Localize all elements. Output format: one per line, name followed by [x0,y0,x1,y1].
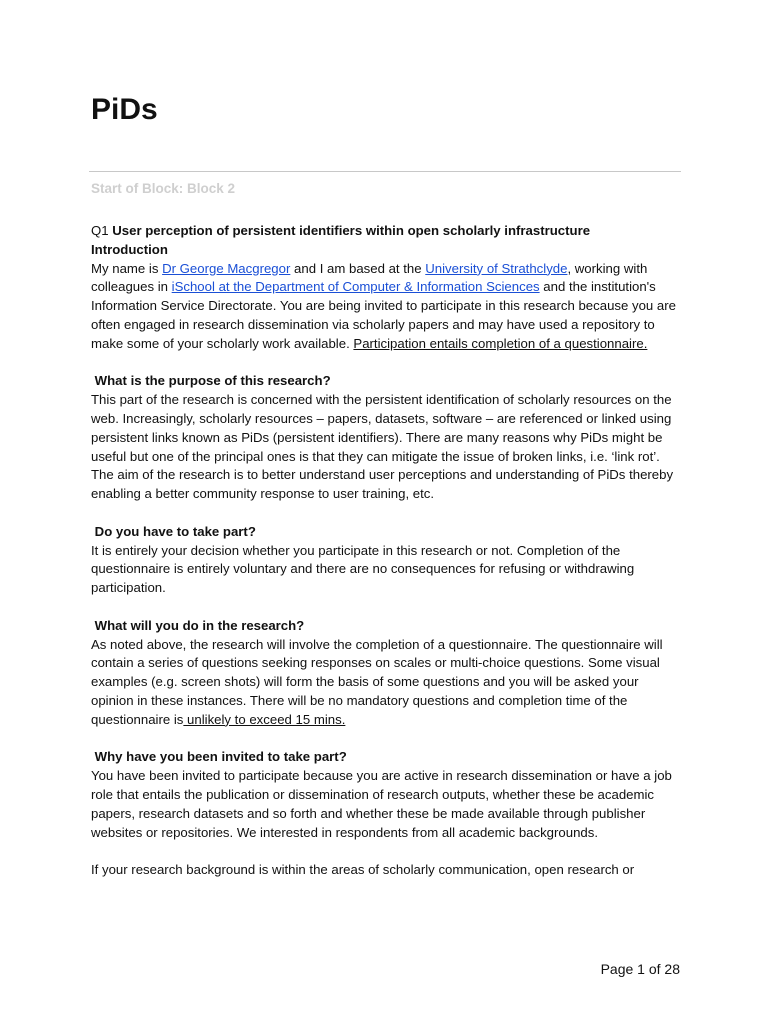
intro-text-4: and the institution's Information Service Directorate. You are being invited to participate in this research because you are often engaged in research dissemination via scholarly papers and may have used a repository to make some of your scholarly work available. [91,279,676,351]
participation-note: Participation entails completion of a questionnaire. [353,335,648,351]
invited-heading-text: Why have you been invited to take part? [94,749,347,765]
purpose-heading-text: What is the purpose of this research? [94,373,331,389]
take-part-heading-text: Do you have to take part? [94,523,256,539]
what-do-body-text: As noted above, the research will involve the completion of a questionnaire. The questionnaire will contain a series of questions seeking responses on scales or multi-choice questions. Some visual examples (e.g. screen shots) will form the basis of some questions and you will be asked your opinion in these instances. There will be no mandatory questions and completion time of the questionnaire is [91,636,663,727]
block-start-label: Start of Block: Block 2 [91,181,236,196]
take-part-body: It is entirely your decision whether you participate in this research or not. Completion of the questionnaire is entirely voluntary and there are no consequences for refusing or withdrawing participation. [91,542,635,596]
what-do-heading-text: What will you do in the research? [94,617,305,633]
page-title: PiDs [91,93,158,126]
intro-text-3: , working with colleagues in [91,260,648,295]
intro-text-1: My name is [91,260,163,276]
invited-body: You have been invited to participate because you are active in research dissemination or have a job role that entails the publication or dissemination of research outputs, whether these be academic papers, research datasets and so forth and whether these be made available through publisher websites or repositories. We interested in respondents from all academic backgrounds. [91,768,672,840]
what-do-heading [91,617,681,636]
intro-paragraph [91,260,681,354]
take-part-heading [91,523,681,542]
purpose-body: This part of the research is concerned with the persistent identification of scholarly resources on the web. Increasingly, scholarly resources – papers, datasets, software – are referenced or linked using persistent links known as PiDs (persistent identifiers). There are many reasons why PiDs might be useful but one of the principal ones is that they can mitigate the issue of broken links, i.e. ‘link rot’. The aim of the research is to better understand user perceptions and understanding of PiDs thereby enabling a better community response to user training, etc. [91,392,674,502]
question-content [91,222,681,880]
researcher-name-link[interactable]: Dr George Macgregor [162,260,291,276]
what-do-body [91,636,681,730]
question-title: User perception of persistent identifiers within open scholarly infrastructure [112,223,591,238]
background-paragraph: If your research background is within the areas of scholarly communication, open research or [91,862,635,878]
intro-heading: Introduction [91,241,168,257]
question-heading [91,222,681,241]
purpose-heading [91,372,681,391]
ischool-link[interactable]: iSchool at the Department of Computer & Information Sciences [171,279,540,295]
university-link[interactable]: University of Strathclyde [425,260,568,276]
question-number: Q1 [91,223,109,238]
invited-heading [91,748,681,767]
intro-text-2: and I am based at the [290,260,426,276]
completion-time-note: unlikely to exceed 15 mins. [183,711,346,727]
divider [89,171,681,172]
page-number: Page 1 of 28 [600,961,680,977]
